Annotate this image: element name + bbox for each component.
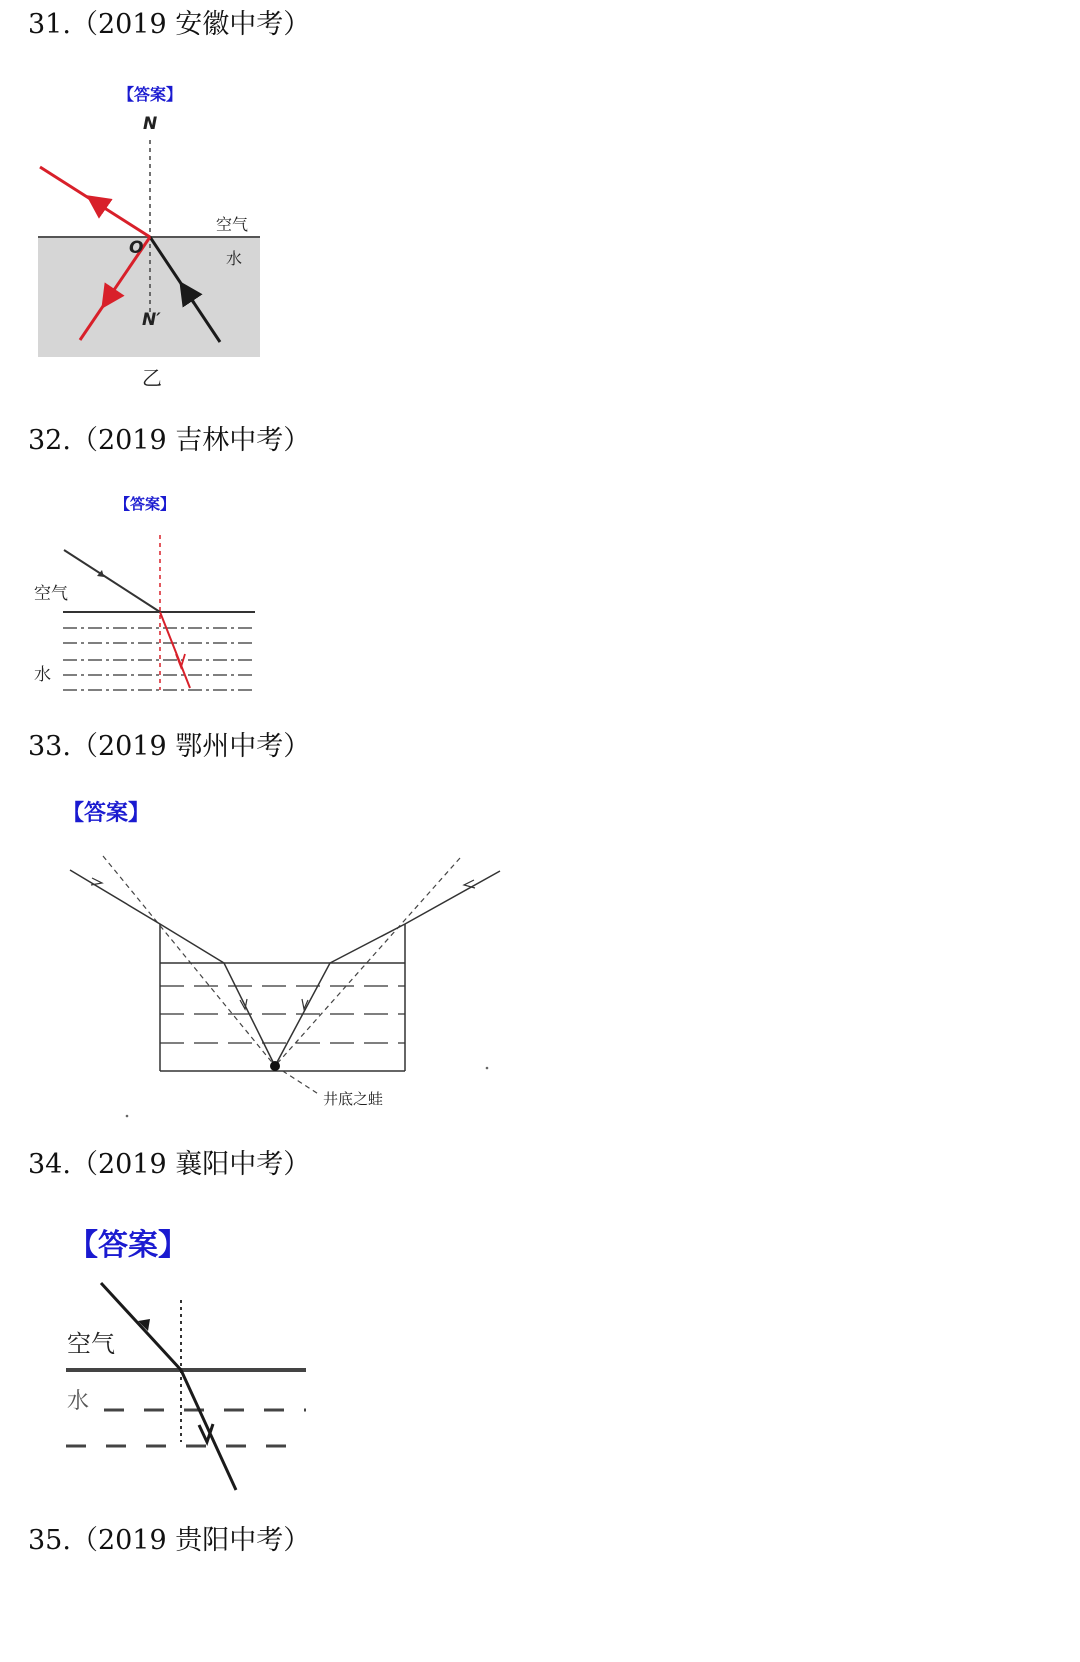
q33-frog-dot [270,1061,280,1071]
question-35-heading: 35.（2019 贵阳中考） [28,1525,311,1556]
question-33-heading: 33.（2019 鄂州中考） [28,731,311,762]
q31-answer-tag: 【答案】 [118,85,183,104]
question-32-heading: 32.（2019 吉林中考） [28,425,311,456]
q31-label-air: 空气 [216,215,249,234]
q33-right-ray [275,871,500,1066]
q31-label-water: 水 [226,249,243,268]
q31-caption: 乙 [142,366,162,390]
q31-label-origin: O [129,238,144,258]
q34-label-air: 空气 [67,1330,115,1358]
q34-refraction-diagram [0,1270,320,1510]
q32-incident-ray [64,550,160,612]
q33-left-ray [70,870,275,1066]
q32-label-water: 水 [34,665,51,685]
q33-answer-tag: 【答案】 [62,801,151,826]
q31-label-n-bottom: N′ [142,310,161,330]
q31-label-n-top: N [143,114,158,134]
q32-refracted-ray [160,612,190,688]
question-31-heading: 31.（2019 安徽中考） [28,9,311,40]
q33-label-frog: 井底之蛙 [323,1090,384,1108]
q31-refracted-ray [40,167,150,237]
question-34-heading: 34.（2019 襄阳中考） [28,1149,311,1180]
q32-label-air: 空气 [34,584,68,604]
q34-answer-tag: 【答案】 [68,1228,188,1263]
q34-refracted-ray [181,1370,236,1490]
q33-well-diagram [0,840,520,1140]
q34-label-water: 水 [67,1389,90,1414]
q32-answer-tag: 【答案】 [115,495,176,513]
